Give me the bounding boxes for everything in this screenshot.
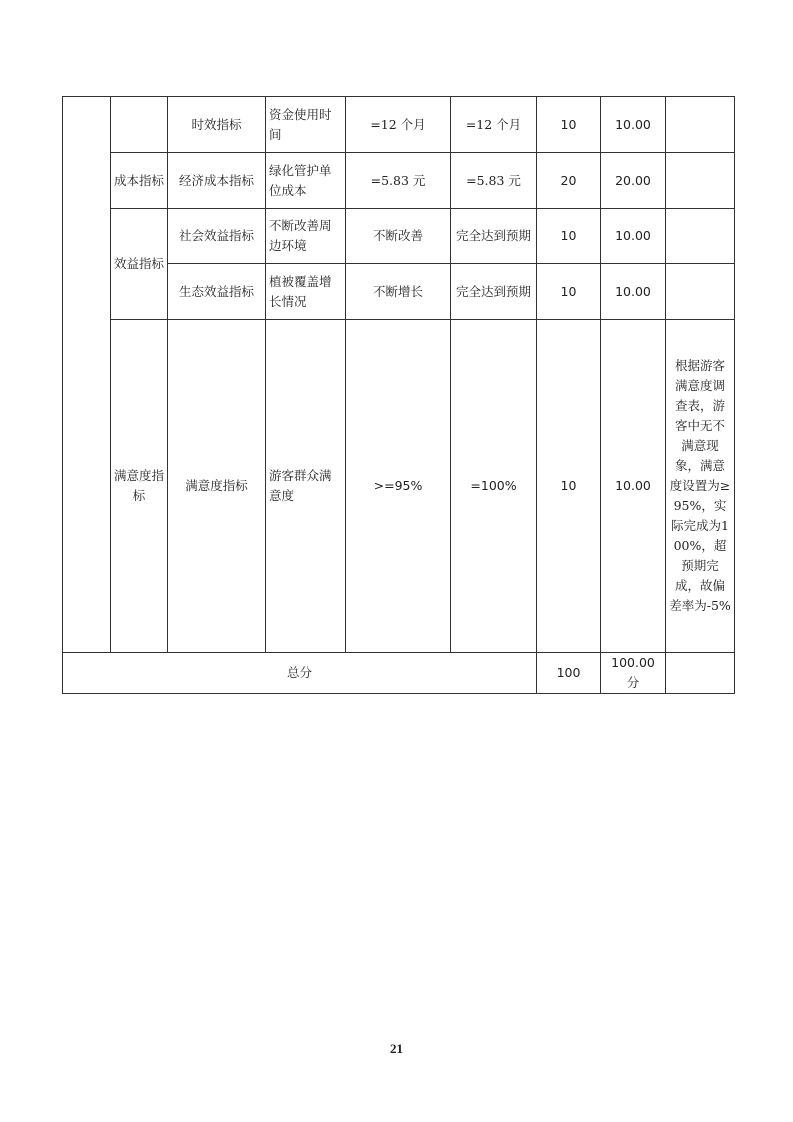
total-row <box>63 653 735 694</box>
note-cell <box>666 153 735 209</box>
table-row <box>63 153 735 209</box>
score-cell: 10.00 <box>601 209 666 264</box>
indicator-cell: 资金使用时间 <box>266 97 346 153</box>
weight-cell: 10 <box>537 209 601 264</box>
outer-category-cell <box>63 97 111 653</box>
total-label-cell: 总分 <box>63 653 537 694</box>
note-cell <box>666 209 735 264</box>
score-cell: 10.00 <box>601 97 666 153</box>
table-row <box>63 320 735 653</box>
weight-cell: 20 <box>537 153 601 209</box>
table-row <box>63 209 735 264</box>
sub-category-cell: 生态效益指标 <box>168 264 266 320</box>
actual-value-cell: =100% <box>451 320 537 653</box>
page-number: 21 <box>390 1041 403 1056</box>
category-cell <box>111 97 168 153</box>
note-cell: 根据游客满意度调查表，游客中无不满意现象，满意度设置为≥95%，实际完成为100%，超预期完成，故偏差率为-5% <box>666 320 735 653</box>
performance-table <box>62 96 735 694</box>
total-score-cell: 100.00 分 <box>601 653 666 694</box>
target-value-cell: =12 个月 <box>346 97 451 153</box>
actual-value-cell: 完全达到预期 <box>451 209 537 264</box>
category-cell: 成本指标 <box>111 153 168 209</box>
sub-category-cell: 社会效益指标 <box>168 209 266 264</box>
weight-cell: 10 <box>537 320 601 653</box>
weight-cell: 10 <box>537 97 601 153</box>
table-row <box>63 97 735 153</box>
total-note-cell <box>666 653 735 694</box>
target-value-cell: =5.83 元 <box>346 153 451 209</box>
target-value-cell: 不断改善 <box>346 209 451 264</box>
score-cell: 10.00 <box>601 264 666 320</box>
indicator-cell: 游客群众满意度 <box>266 320 346 653</box>
sub-category-cell: 满意度指标 <box>168 320 266 653</box>
total-weight-cell: 100 <box>537 653 601 694</box>
target-value-cell: >=95% <box>346 320 451 653</box>
category-cell: 效益指标 <box>111 209 168 320</box>
actual-value-cell: =12 个月 <box>451 97 537 153</box>
weight-cell: 10 <box>537 264 601 320</box>
actual-value-cell: =5.83 元 <box>451 153 537 209</box>
score-cell: 20.00 <box>601 153 666 209</box>
note-cell <box>666 97 735 153</box>
indicator-cell: 绿化管护单位成本 <box>266 153 346 209</box>
score-cell: 10.00 <box>601 320 666 653</box>
sub-category-cell: 时效指标 <box>168 97 266 153</box>
actual-value-cell: 完全达到预期 <box>451 264 537 320</box>
note-cell <box>666 264 735 320</box>
category-cell: 满意度指标 <box>111 320 168 653</box>
target-value-cell: 不断增长 <box>346 264 451 320</box>
indicator-cell: 不断改善周边环境 <box>266 209 346 264</box>
sub-category-cell: 经济成本指标 <box>168 153 266 209</box>
indicator-cell: 植被覆盖增长情况 <box>266 264 346 320</box>
